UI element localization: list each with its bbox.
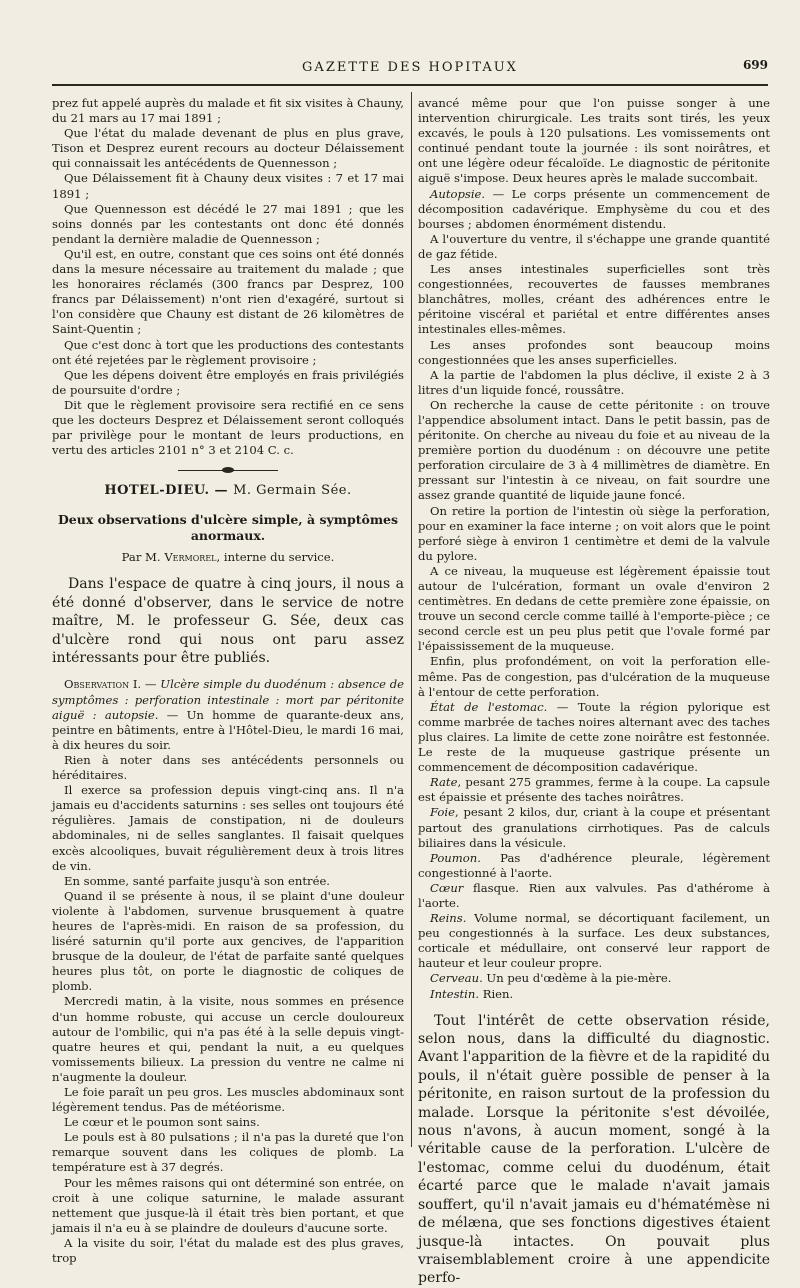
organ-label: Cerveau. <box>430 971 483 986</box>
journal-title: GAZETTE DES HOPITAUX <box>302 60 518 75</box>
organ-label: Rate <box>430 775 458 790</box>
paragraph: En somme, santé parfaite jusqu'à son entrée. <box>64 873 330 888</box>
ornament-separator <box>178 470 278 471</box>
article-author <box>52 550 404 565</box>
observation-text: — Un homme de quarante-deux ans, peintre en bâtiments, entre à l'Hôtel-Dieu, le mardi 16 mai, à dix heures du soir. <box>52 707 405 752</box>
organ-text: Un peu d'œdème à la pie-mère. <box>482 971 672 986</box>
organ-text: , pesant 2 kilos, dur, criant à la coupe et présentant partout des granulations cirrhotiques. Pas de calculs biliaires dans la vésicule. <box>418 805 770 850</box>
paragraph: A la visite du soir, l'état du malade est des plus graves, trop <box>52 1235 404 1266</box>
paragraph: Dit que le règlement provisoire sera rectifié en ce sens que les docteurs Desprez et Délaissement seront colloqués par privilège pour le montant de leurs productions, en vertu des articles 2101 n° 3 et 2104 C. c. <box>52 397 404 458</box>
autopsy-text: — Le corps présente un commencement de décomposition cadavérique. Emphysème du cou et des bourses ; abdomen énormément distendu. <box>418 186 770 231</box>
observation-title: Ulcère simple du duodénum : absence de symptômes : perforation intestinale : mort par péritonite aiguë : autopsie. <box>52 677 404 722</box>
author-prefix: Par M. <box>121 550 161 565</box>
paragraph: Que Quennesson est décédé le 27 mai 1891 ; que les soins donnés par les contestants ont donc été donnés pendant la dernière maladie de Quennesson ; <box>52 201 404 246</box>
right-column <box>418 96 770 1288</box>
organ-text: , pesant 275 grammes, ferme à la coupe. La capsule est épaissie et présente des taches noirâtres. <box>418 775 770 805</box>
paragraph: Que l'état du malade devenant de plus en plus grave, Tison et Desprez eurent recours au docteur Délaissement qui connaissait les antécédents de Quennesson ; <box>52 126 404 171</box>
organ-finding <box>418 987 770 1002</box>
organ-finding <box>418 881 770 911</box>
observation-label: Observation I. — <box>64 677 157 692</box>
intro-paragraph: Dans l'espace de quatre à cinq jours, il nous a été donné d'observer, dans le service de notre maître, M. le professeur G. Sée, deux cas d'ulcère rond qui nous ont paru assez intéressants pour être publiés. <box>52 576 404 667</box>
organ-label: État de l'estomac. <box>430 699 548 714</box>
organ-label: Foie <box>430 805 455 820</box>
column-rule <box>411 92 412 1147</box>
page-number: 699 <box>742 58 768 72</box>
paragraph: Les anses intestinales superficielles sont très congestionnées, recouvertes de fausses membranes blanchâtres, molles, créant des adhérences entre le péritoine viscéral et pariétal et entre différentes anses intestinales elles-mêmes. <box>418 262 770 337</box>
observation-heading <box>52 677 404 752</box>
organ-text: flasque. Rien aux valvules. Pas d'athérome à l'aorte. <box>418 880 770 910</box>
section-heading <box>52 483 404 498</box>
organ-finding <box>418 911 770 971</box>
organ-text: Rien. <box>479 986 514 1001</box>
author-name: Vermorel <box>164 550 217 565</box>
paragraph: Pour les mêmes raisons qui ont déterminé son entrée, on croit à une colique saturnine, le malade assurant nettement que jusque-là il était très bien portant, et que jamais il n'a eu à se plaindre de douleurs d'aucune sorte. <box>52 1175 404 1235</box>
organ-label: Poumon. <box>430 850 481 865</box>
paragraph: Il exerce sa profession depuis vingt-cinq ans. Il n'a jamais eu d'accidents saturnins : ses selles ont toujours été régulières. Jamais de constipation, ni de douleurs abdominales, ni de selles sanglantes. Il faisait quelques excès alcooliques, buvait régulièrement deux à trois litres de vin. <box>52 783 404 873</box>
paragraph: prez fut appelé auprès du malade et fit six visites à Chauny, du 21 mars au 17 mai 1891 ; <box>52 96 404 126</box>
paragraph: On retire la portion de l'intestin où siège la perforation, pour en examiner la face interne ; on voit alors que le point perforé siège à environ 1 centimètre et demi de la valvule du pylore. <box>418 503 770 563</box>
paragraph: A ce niveau, la muqueuse est légèrement épaissie tout autour de l'ulcération, formant un ovale d'environ 2 centimètres. En dedans de cette première zone épaissie, on trouve un second cercle comme taillé à l'emporte-pièce ; ce second cercle est un peu plus petit que l'ovale formé par l'épaississement de la muqueuse. <box>418 563 770 654</box>
paragraph: Quand il se présente à nous, il se plaint d'une douleur violente à l'abdomen, survenue brusquement à quatre heures de l'après-midi. En raison de sa profession, du liséré saturnin qu'il porte aux gencives, de l'apparition brusque de la douleur, de l'état de parfaite santé quelques heures plus tôt, on porte le diagnostic de coliques de plomb. <box>52 888 404 994</box>
author-suffix: , interne du service. <box>216 550 335 565</box>
paragraph: Rien à noter dans ses antécédents personnels ou héréditaires. <box>52 752 404 783</box>
autopsy-label: Autopsie. <box>430 186 486 201</box>
paragraph: Le pouls est à 80 pulsations ; il n'a pas la dureté que l'on remarque souvent dans les coliques de plomb. La température est à 37 degrés. <box>52 1130 404 1175</box>
paragraph: Mercredi matin, à la visite, nous sommes en présence d'un homme robuste, qui accuse un cercle douloureux autour de l'ombilic, qui n'a pas été à la selle depuis vingt-quatre heures et qui, pendant la nuit, a eu quelques vomissements bilieux. La pression du ventre ne calme ni n'augmente la douleur. <box>52 994 404 1084</box>
section-title: HOTEL-DIEU. — <box>104 483 229 499</box>
autopsy-paragraph <box>418 187 770 232</box>
organ-label: Intestin. <box>430 986 480 1001</box>
paragraph: avancé même pour que l'on puisse songer à une intervention chirurgicale. Les traits sont tirés, les yeux excavés, le pouls à 120 pulsations. Les vomissements ont continué pendant toute la journée : ils sont noirâtres, et ont une légère odeur fécaloïde. Le diagnostic de péritonite aiguë s'impose. Deux heures après le malade succombait. <box>418 96 770 186</box>
organ-finding <box>418 971 770 986</box>
organ-text: Pas d'adhérence pleurale, légèrement congestionné à l'aorte. <box>418 850 770 880</box>
paragraph: Que Délaissement fit à Chauny deux visites : 7 et 17 mai 1891 ; <box>52 171 404 201</box>
conclusion-paragraph: Tout l'intérêt de cette observation réside, selon nous, dans la difficulté du diagnostic. Avant l'apparition de la fièvre et de la rapidité du pouls, il n'était guère possible de penser à la péritonite, en raison surtout de la profession du malade. Lorsque la péritonite s'est dévoilée, nous n'avons, à aucun moment, songé à la véritable cause de la perforation. L'ulcère de l'estomac, comme celui du duodénum, était écarté parce que le malade n'avait jamais souffert, qu'il n'avait jamais eu d'hématémèse ni de mélæna, que ses fonctions digestives étaient jusque-là intactes. On pouvait plus vraisemblablement croire à une appendicite perfo- <box>418 1012 770 1287</box>
paragraph: Qu'il est, en outre, constant que ces soins ont été donnés dans la mesure nécessaire au traitement du malade ; que les honoraires réclamés (300 francs par Desprez, 100 francs par Délaissement) n'ont rien d'exagéré, surtout si l'on considère que Chauny est distant de 26 kilomètres de Saint-Quentin ; <box>52 246 404 337</box>
organ-text: — Toute la région pylorique est comme marbrée de taches noires alternant avec des taches plus claires. La limite de cette zone noirâtre est festonnée. Le reste de la muqueuse gastrique présente un commencement de décomposition cadavérique. <box>418 699 771 775</box>
header-rule <box>52 84 768 86</box>
section-professor: M. Germain Sée. <box>233 483 352 499</box>
paragraph: Les anses profondes sont beaucoup moins congestionnées que les anses superficielles. <box>418 337 770 367</box>
paragraph: Que les dépens doivent être employés en frais privilégiés de poursuite d'ordre ; <box>52 367 404 397</box>
organ-label: Reins. <box>430 911 467 926</box>
paragraph: Que c'est donc à tort que les productions des contestants ont été rejetées par le règlement provisoire ; <box>52 337 404 367</box>
article-title: Deux observations d'ulcère simple, à symptômes anormaux. <box>57 512 399 544</box>
organ-text: Volume normal, se décortiquant facilement, un peu congestionnés à la surface. Les deux substances, corticale et médullaire, ont conservé leur rapport de hauteur et leur couleur propre. <box>418 911 770 971</box>
organ-finding <box>418 700 770 775</box>
paragraph: On recherche la cause de cette péritonite : on trouve l'appendice absolument intact. Dans le petit bassin, pas de péritonite. On cherche au niveau du foie et au niveau de la première portion du duodénum : on découvre une petite perforation circulaire de 3 à 4 millimètres de diamètre. En pressant sur l'intestin à ce niveau, on fait sourdre une assez grande quantité de liquide jaune foncé. <box>418 397 770 503</box>
organ-label: Cœur <box>430 880 464 895</box>
paragraph: A l'ouverture du ventre, il s'échappe une grande quantité de gaz fétide. <box>418 231 770 261</box>
left-column <box>52 96 404 1266</box>
organ-finding <box>418 775 770 805</box>
paragraph: Le cœur et le poumon sont sains. <box>64 1115 260 1130</box>
organ-finding <box>418 851 770 881</box>
paragraph: A la partie de l'abdomen la plus déclive, il existe 2 à 3 litres d'un liquide foncé, roussâtre. <box>418 367 770 397</box>
organ-finding <box>418 805 770 850</box>
paragraph: Le foie paraît un peu gros. Les muscles abdominaux sont légèrement tendus. Pas de météorisme. <box>52 1085 404 1115</box>
paragraph: Enfin, plus profondément, on voit la perforation elle-même. Pas de congestion, pas d'ulcération de la muqueuse à l'entour de cette perforation. <box>418 654 770 699</box>
